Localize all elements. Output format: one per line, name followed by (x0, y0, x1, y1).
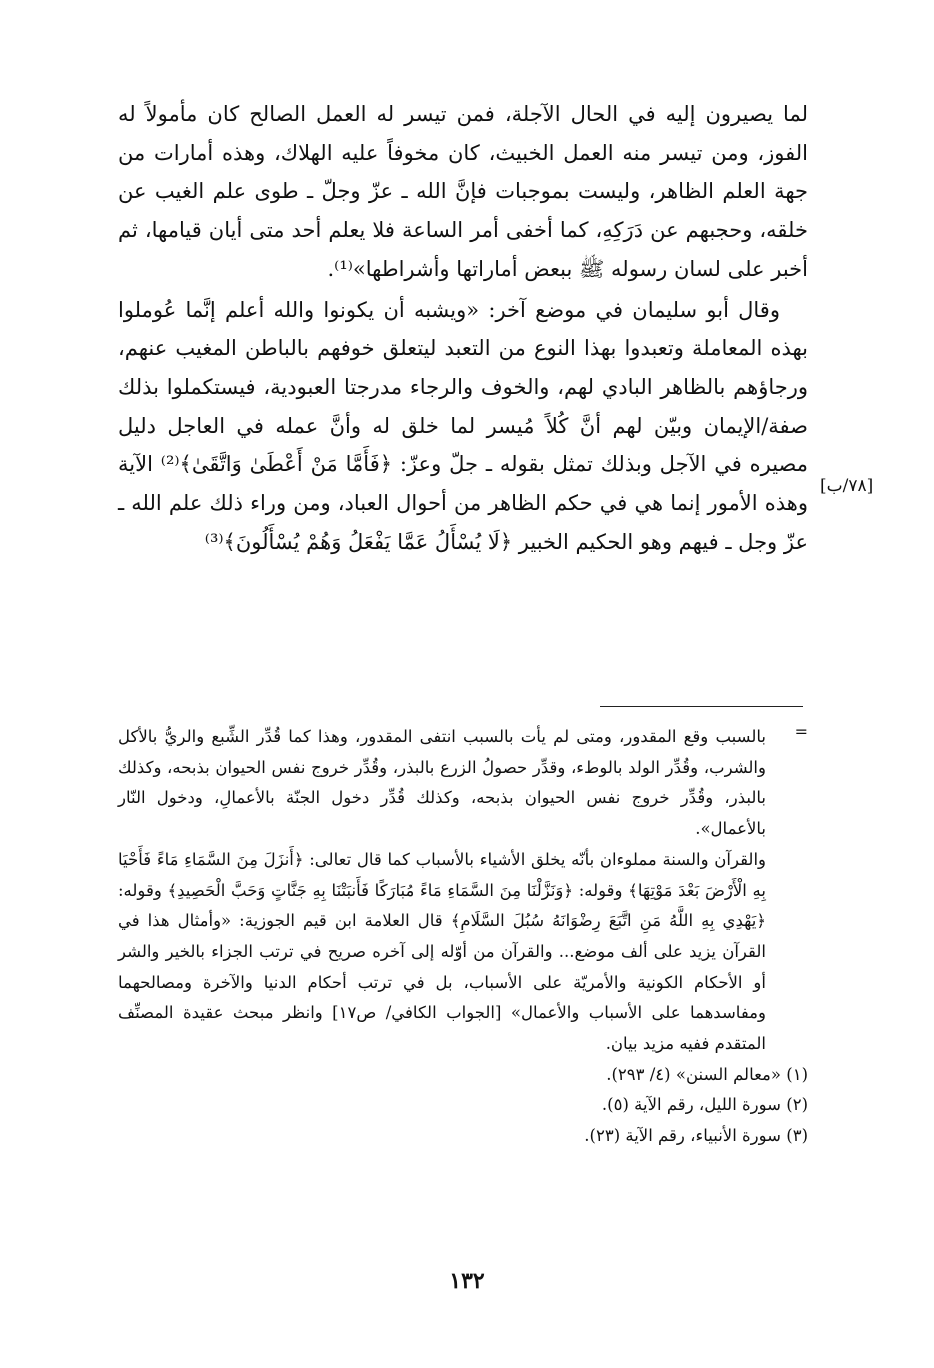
main-text (118, 95, 808, 561)
footnote-text: بالسبب وقع المقدور، ومتى لم يأت بالسبب انتفى المقدور، وهذا كما قُدِّر الشِّبع والريُّ بالأكل والشرب، وقُدِّر الولد بالوطء، وقدِّر حصولُ الزرع بالبذر، وقُدِّر خروج نفس الحيوان بذبحه، وكذلك بالبذر، وقُدِّر خروج نفس الحيوان بذبحه، وكذلك قُدِّر دخول الجنّة بالأعمالِ، ودخول النّار بالأعمال». (118, 727, 766, 839)
footnote-item: (٣) سورة الأنبياء، رقم الآية (٢٣). (584, 1126, 808, 1146)
footnote-item: (٢) سورة الليل، رقم الآية (٥). (601, 1095, 808, 1115)
paragraph: وقال أبو سليمان في موضع آخر: «ويشبه أن يكونوا والله أعلم إنَّما عُوملوا بهذه المعاملة وتعبدوا بهذا النوع من التعبد ليتعلق خوفهم بالباطن المغيب عنهم، ورجاؤهم بالظاهر البادي لهم، والخوف والرجاء مدرجتا العبودية، فيستكملوا بذلك صفة/الإيمان وبيّن لهم أنَّ كُلاً مُيسر لما خلق له وأنَّ عمله في العاجل دليل مصيره في الآجل وبذلك تمثل بقوله ـ جلّ وعزّ: ﴿فَأَمَّا مَنْ أَعْطَىٰ وَاتَّقَىٰ﴾⁽²⁾ الآية وهذه الأمور إنما هي في حكم الظاهر من أحوال العباد، ومن وراء ذلك علم الله ـ عزّ وجل ـ فيهم وهو الحكيم الخبير ﴿لَا يُسْأَلُ عَمَّا يَفْعَلُ وَهُمْ يُسْأَلُونَ﴾⁽³⁾ (118, 297, 809, 554)
footnote-separator (600, 706, 803, 707)
footnote-item: (١) «معالم السنن» (٤/ ٢٩٣). (606, 1064, 808, 1084)
paragraph: لما يصيرون إليه في الحال الآجلة، فمن تيسر له العمل الصالح كان مأمولاً له الفوز، ومن تيسر منه العمل الخبيث، كان مخوفاً عليه الهلاك، وهذه أمارات من جهة العلم الظاهر، وليست بموجبات فإنَّ الله ـ عزّ وجلّ ـ طوى علم الغيب عن خلقه، وحجبهم عن دَرَكِهِ، كما أخفى أمر الساعة فلا يعلم أحد متى أيان قيامها، ثم أخبر على لسان رسوله ﷺ ببعض أماراتها وأشراطها»⁽¹⁾. (118, 102, 808, 281)
footnote-text: والقرآن والسنة مملوءان بأنّه يخلق الأشياء بالأسباب كما قال تعالى: ﴿أَنزَلَ مِنَ السَّمَاءِ مَاءً فَأَحْيَا بِهِ الْأَرْضَ بَعْدَ مَوْتِهَا﴾ وقوله: ﴿وَنَزَّلْنَا مِنَ السَّمَاءِ مَاءً مُبَارَكًا فَأَنبَتْنَا بِهِ جَنَّاتٍ وَحَبَّ الْحَصِيدِ﴾ وقوله: ﴿يَهْدِي بِهِ اللَّهُ مَنِ اتَّبَعَ رِضْوَانَهُ سُبُلَ السَّلَامِ﴾ قال العلامة ابن قيم الجوزية: «وأمثال هذا في القرآن يزيد على ألف موضع... والقرآن من أوّله إلى آخره صريح في ترتب الجزاء بالخير والشر أو الأحكام الكونية والأمريّة على الأسباب، بل في ترتب أحكام الدنيا والآخرة ومصالحهما ومفاسدهما على الأسباب والأعمال» [الجواب الكافي/ ص١٧] وانظر مبحث عقيدة المصنِّف المتقدم ففيه مزيد بيان. (118, 849, 766, 1054)
manuscript-folio-marker: [٧٨/ب] (820, 476, 874, 496)
continuation-marker: = (794, 722, 808, 741)
footnotes (118, 722, 808, 1152)
page-number: ١٣٢ (449, 1268, 485, 1294)
footnote-list (118, 1060, 808, 1152)
footnote-continuation (118, 722, 808, 1060)
